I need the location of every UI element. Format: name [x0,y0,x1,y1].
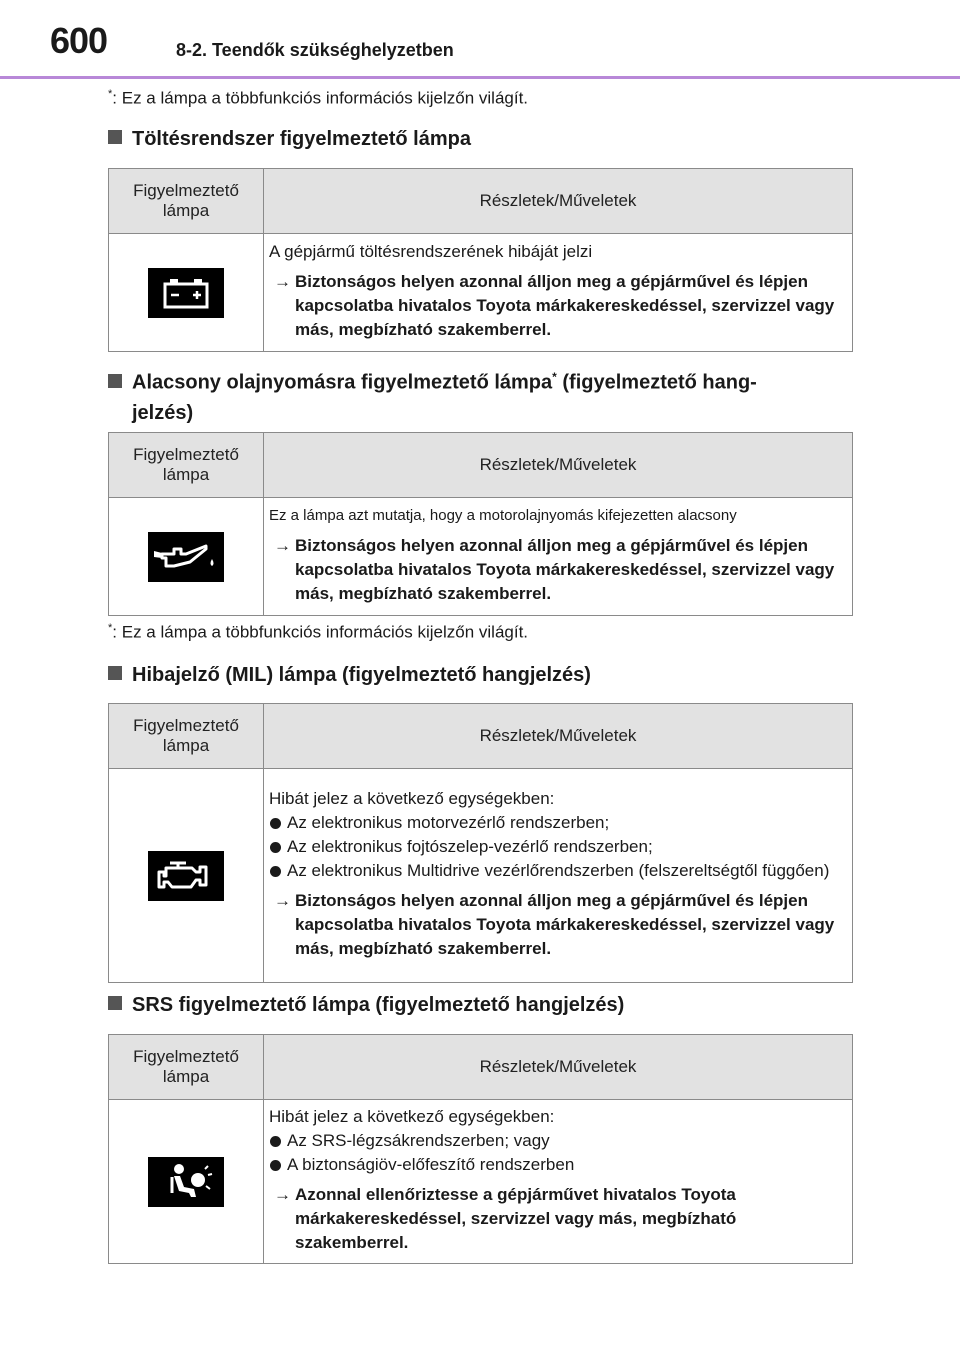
lamp-cell [109,1100,264,1264]
header-lamp: Figyelmeztető lámpa [109,433,264,498]
header-details: Részletek/Műveletek [264,704,853,769]
action-text: → Biztonságos helyen azonnal álljon meg a gépjárművel és lépjen kapcsolatba hivatalos Toyota márkakereskedéssel, szervizzel vagy más, megbízható szakemberrel. [274,535,835,603]
details-cell [264,234,853,352]
section-title: Alacsony olajnyomásra figyelmeztető lámpa [132,371,553,394]
section-title-cont: jelzés) [132,401,194,424]
footnote-text: : Ez a lámpa a többfunkciós információs kijelzőn világít. [112,88,529,108]
footnote-marker: * [552,370,557,384]
footnote-marker: * [108,88,113,100]
list-item: A biztonságiöv-előfeszítő rendszerben [269,1153,842,1177]
warning-table-srs [108,1034,853,1264]
table-row [109,234,853,352]
table-header-row [109,433,853,498]
description: A gépjármű töltésrendszerének hibáját jelzi [269,241,593,261]
square-bullet-icon [108,666,122,680]
header-lamp: Figyelmeztető lámpa [109,704,264,769]
section-heading-charging [108,124,471,154]
arrow-icon: → [274,535,291,555]
description: Hibát jelez a következő egységekben: [269,1106,555,1126]
square-bullet-icon [108,374,122,388]
list-item: Az elektronikus fojtószelep-vezérlő rendszerben; [269,835,842,859]
header-lamp: Figyelmeztető lámpa [109,169,264,234]
square-bullet-icon [108,996,122,1010]
table-header-row [109,169,853,234]
oil-can-icon [148,532,224,582]
arrow-icon: → [274,271,291,291]
footnote-mid [108,622,528,643]
section-heading-oil [108,362,757,428]
square-bullet-icon [108,130,122,144]
table-header-row [109,1035,853,1100]
footnote-top [108,88,528,109]
description: Ez a lámpa azt mutatja, hogy a motorolajnyomás kifejezetten alacsony [269,506,737,524]
section-title-cont: (figyelmeztető hang- [556,371,757,394]
action-text: → Biztonságos helyen azonnal álljon meg a gépjárművel és lépjen kapcsolatba hivatalos Toyota márkakereskedéssel, szervizzel vagy más, megbízható szakemberrel. [274,890,835,958]
section-heading-mil [108,660,591,690]
list-item: Az elektronikus Multidrive vezérlőrendszerben (felszereltségtől függően) [269,859,842,883]
table-row [109,769,853,983]
page-number: 600 [50,20,108,61]
section-title: Töltésrendszer figyelmeztető lámpa [132,128,471,150]
battery-icon [148,268,224,318]
lamp-cell [109,234,264,352]
airbag-icon [148,1157,224,1207]
table-header-row [109,704,853,769]
page-header [0,0,960,78]
list-item: Az elektronikus motorvezérlő rendszerben; [269,811,842,835]
arrow-icon: → [274,890,291,910]
header-rule [0,76,960,79]
warning-table-charging [108,168,853,352]
details-cell [264,1100,853,1264]
section-heading-srs [108,990,624,1020]
table-row [109,498,853,616]
header-details: Részletek/Műveletek [264,433,853,498]
footnote-marker: * [108,622,113,634]
header-details: Részletek/Műveletek [264,1035,853,1100]
header-lamp: Figyelmeztető lámpa [109,1035,264,1100]
section-title: SRS figyelmeztető lámpa (figyelmeztető hangjelzés) [132,994,625,1016]
lamp-cell [109,498,264,616]
action-text: → Azonnal ellenőriztesse a gépjárművet hivatalos Toyota márkakereskedéssel, szervizzel vagy más, megbízható szakemberrel. [274,1184,737,1252]
warning-table-mil [108,703,853,983]
footnote-text: : Ez a lámpa a többfunkciós információs kijelzőn világít. [112,622,529,642]
section-title: Hibajelző (MIL) lámpa (figyelmeztető hangjelzés) [132,664,591,686]
arrow-icon: → [274,1184,291,1204]
table-row [109,1100,853,1264]
details-cell [264,769,853,983]
lamp-cell [109,769,264,983]
description: Hibát jelez a következő egységekben: [269,788,555,808]
warning-table-oil [108,432,853,616]
action-text: → Biztonságos helyen azonnal álljon meg a gépjárművel és lépjen kapcsolatba hivatalos Toyota márkakereskedéssel, szervizzel vagy más, megbízható szakemberrel. [274,271,835,339]
chapter-title: 8-2. Teendők szükséghelyzetben [176,40,454,60]
engine-icon [148,851,224,901]
header-details: Részletek/Műveletek [264,169,853,234]
details-cell [264,498,853,616]
list-item: Az SRS-légzsákrendszerben; vagy [269,1129,842,1153]
